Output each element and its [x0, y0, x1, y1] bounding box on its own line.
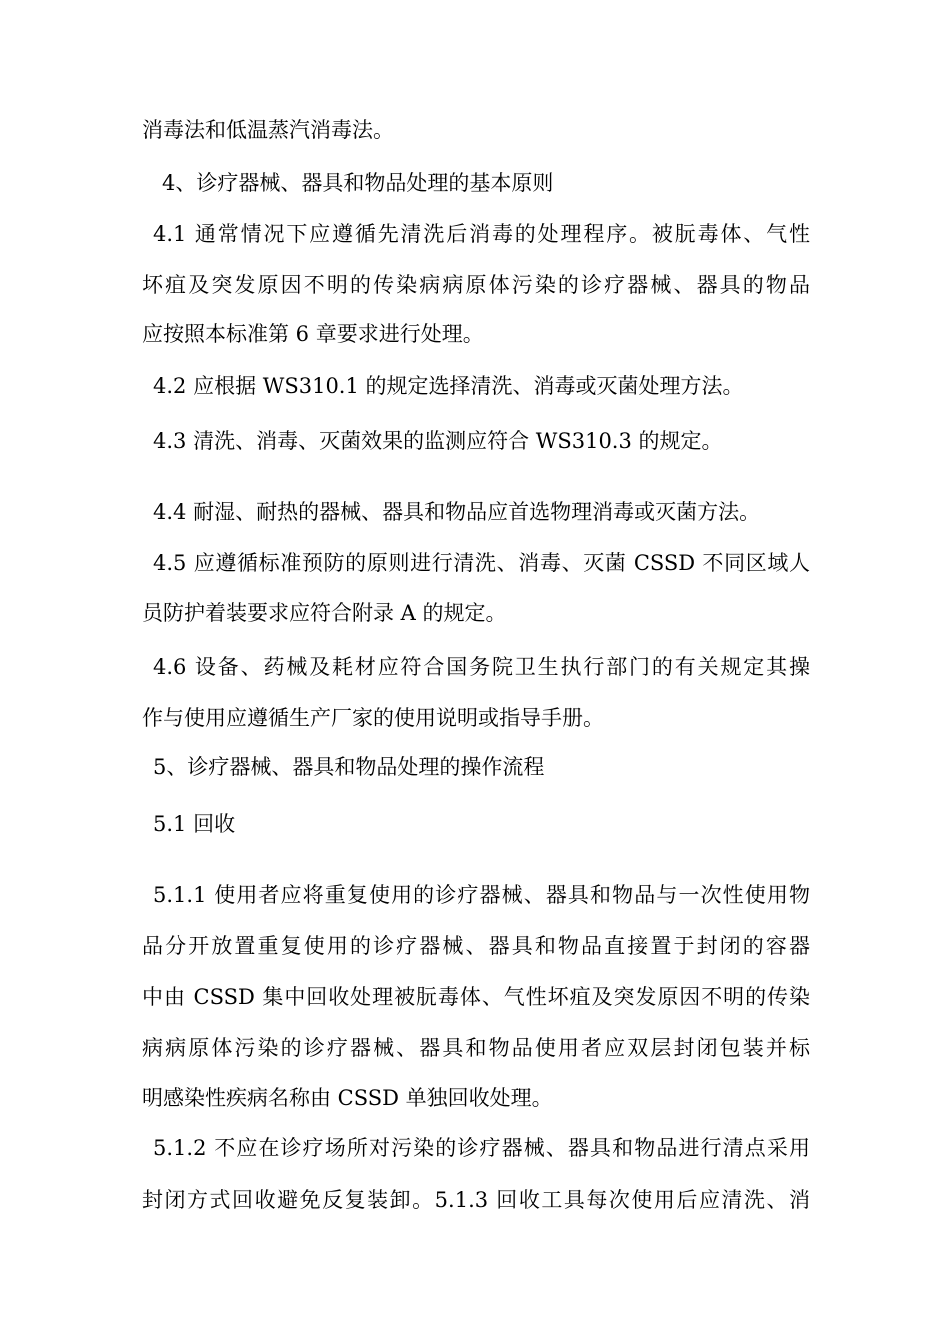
text-line-3: 4.1 通常情况下应遵循先清洗后消毒的处理程序。被朊毒体、气性 — [153, 222, 810, 246]
text-line-7: 4.3 清洗、消毒、灭菌效果的监测应符合 WS310.3 的规定。 — [153, 429, 723, 453]
text-line-12: 作与使用应遵循生产厂家的使用说明或指导手册。 — [142, 706, 604, 730]
text-line-1: 消毒法和低温蒸汽消毒法。 — [142, 118, 394, 142]
section-heading-4: 4、诊疗器械、器具和物品处理的基本原则 — [162, 171, 554, 195]
text-line-15: 5.1.1 使用者应将重复使用的诊疗器械、器具和物品与一次性使用物 — [153, 883, 810, 907]
text-line-18: 病病原体污染的诊疗器械、器具和物品使用者应双层封闭包装并标 — [142, 1036, 810, 1060]
text-line-19: 明感染性疾病名称由 CSSD 单独回收处理。 — [142, 1086, 553, 1110]
text-line-5: 应按照本标准第 6 章要求进行处理。 — [142, 322, 484, 346]
text-line-9: 4.5 应遵循标准预防的原则进行清洗、消毒、灭菌 CSSD 不同区域人 — [153, 551, 810, 575]
text-line-20: 5.1.2 不应在诊疗场所对污染的诊疗器械、器具和物品进行清点采用 — [153, 1136, 810, 1160]
text-line-4: 坏疽及突发原因不明的传染病病原体污染的诊疗器械、器具的物品 — [142, 273, 810, 297]
text-line-10: 员防护着装要求应符合附录 A 的规定。 — [142, 601, 507, 625]
section-heading-5: 5、诊疗器械、器具和物品处理的操作流程 — [153, 755, 545, 779]
text-line-11: 4.6 设备、药械及耗材应符合国务院卫生执行部门的有关规定其操 — [153, 655, 810, 679]
text-line-6: 4.2 应根据 WS310.1 的规定选择清洗、消毒或灭菌处理方法。 — [153, 374, 744, 398]
text-line-8: 4.4 耐湿、耐热的器械、器具和物品应首选物理消毒或灭菌方法。 — [153, 500, 761, 524]
text-line-16: 品分开放置重复使用的诊疗器械、器具和物品直接置于封闭的容器 — [142, 934, 810, 958]
text-line-21: 封闭方式回收避免反复装卸。5.1.3 回收工具每次使用后应清洗、消 — [142, 1188, 810, 1212]
subsection-heading-5-1: 5.1 回收 — [153, 812, 236, 836]
text-line-17: 中由 CSSD 集中回收处理被朊毒体、气性坏疽及突发原因不明的传染 — [142, 985, 810, 1009]
